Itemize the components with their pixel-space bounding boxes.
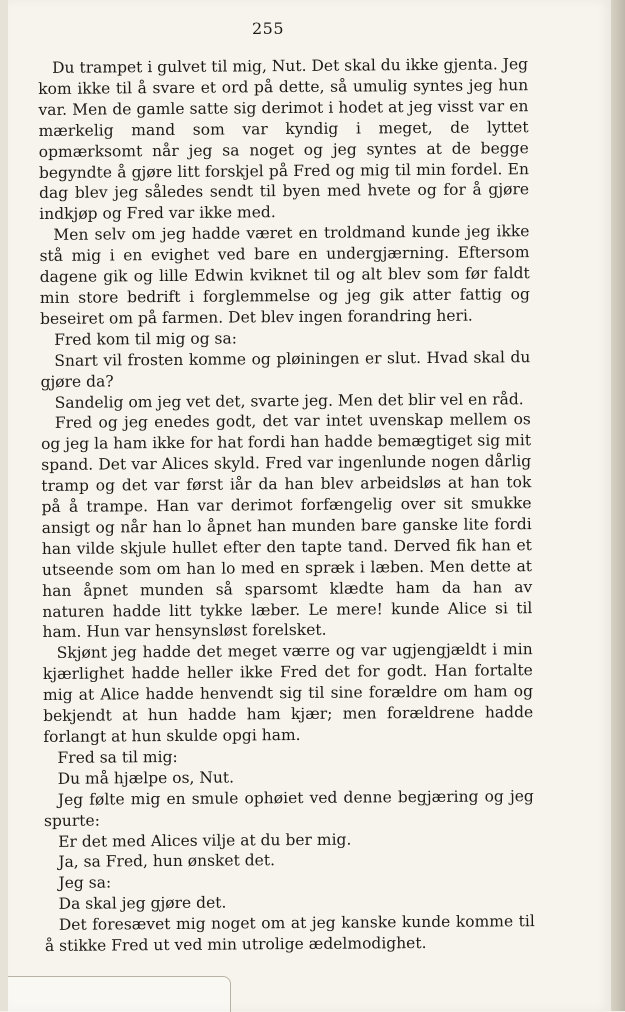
paragraph-14: Da skal jeg gjøre det. [58,893,227,914]
paragraph-4: Snart vil frosten komme og pløiningen er slut. Hvad skal du gjøre da? [40,347,531,391]
page-fold-mark [8,976,231,1012]
paragraph-12: Ja, sa Fred, hun ønsket det. [58,851,276,872]
page-number: 255 [251,19,285,38]
paragraph-6: Fred og jeg enedes godt, det var intet uvenskap mellem os og jeg la ham ikke for hat fordi han hadde bemægtiget sig mit spand. Det var Alices skyld. Fred var ingenlunde nogen dårlig tramp og det var først iår da han blev arbeidsløs at han tok på å trampe. Han var derimot forfængelig over sit smukke ansigt og når han lo åpnet han munden bare ganske lite fordi han vilde skjule hullet efter den tapte tand. Derved fik han et utseende som om han lo med en spræk i læben. Men dette at han åpnet munden så sparsomt klædte ham da han av naturen hadde litt tykke læber. Le mere! kunde Alice si til ham. Hun var hensynsløst forelsket. [40,410,533,642]
paragraph-7: Skjønt jeg hadde det meget værre og var ugjengjældt i min kjærlighet hadde heller ikke Fred det for godt. Han fortalte mig at Alice hadde henvendt sig til sine forældre om ham og bekjendt at hun hadde ham kjær; men forældrene hadde forlangt at hun skulde opgi ham. [42,640,534,746]
page-left-edge [0,0,8,1011]
paragraph-8: Fred sa til mig: [57,747,178,767]
page-text [38,54,535,957]
paragraph-9: Du må hjælpe os, Nut. [57,768,235,788]
paragraph-10: Jeg følte mig en smule ophøiet ved denne begjæring og jeg spurte: [43,786,534,830]
paragraph-15: Det foresævet mig noget om at jeg kanske kunde komme til å stikke Fred ut ved min utrolige ædelmodighet. [44,912,535,956]
paragraph-13: Jeg sa: [58,873,112,893]
paragraph-5: Sandelig om jeg vet det, svarte jeg. Men det blir vel en råd. [54,389,524,412]
paragraph-2: Men selv om jeg hadde været en troldmand kunde jeg ikke stå mig i en evighet ved bare en undergjærning. Eftersom dagene gik og lille Edwin kviknet til og alt blev som før faldt min store bedrift i forglemmelse og jeg gik atter fattig og beseiret om på farmen. Det blev ingen forandring heri. [39,222,530,328]
page-right-edge [611,0,625,1011]
book-page [8,0,611,1011]
paragraph-11: Er det med Alices vilje at du ber mig. [58,830,352,851]
paragraph-3: Fred kom til mig og sa: [54,329,237,349]
paragraph-1: Du trampet i gulvet til mig, Nut. Det skal du ikke gjenta. Jeg kom ikke til å svare et ord på dette, så umulig syntes jeg hun var. Men de gamle satte sig derimot i hodet at jeg visst var en mærkelig mand som var kyndig i meget, de lyttet opmærksomt når jeg sa noget og jeg syntes at de begge begyndte å gjøre litt forskjel på Fred og mig til min fordel. En dag blev jeg således sendt til byen med hvete og for å gjøre indkjøp og Fred var ikke med. [38,55,530,224]
